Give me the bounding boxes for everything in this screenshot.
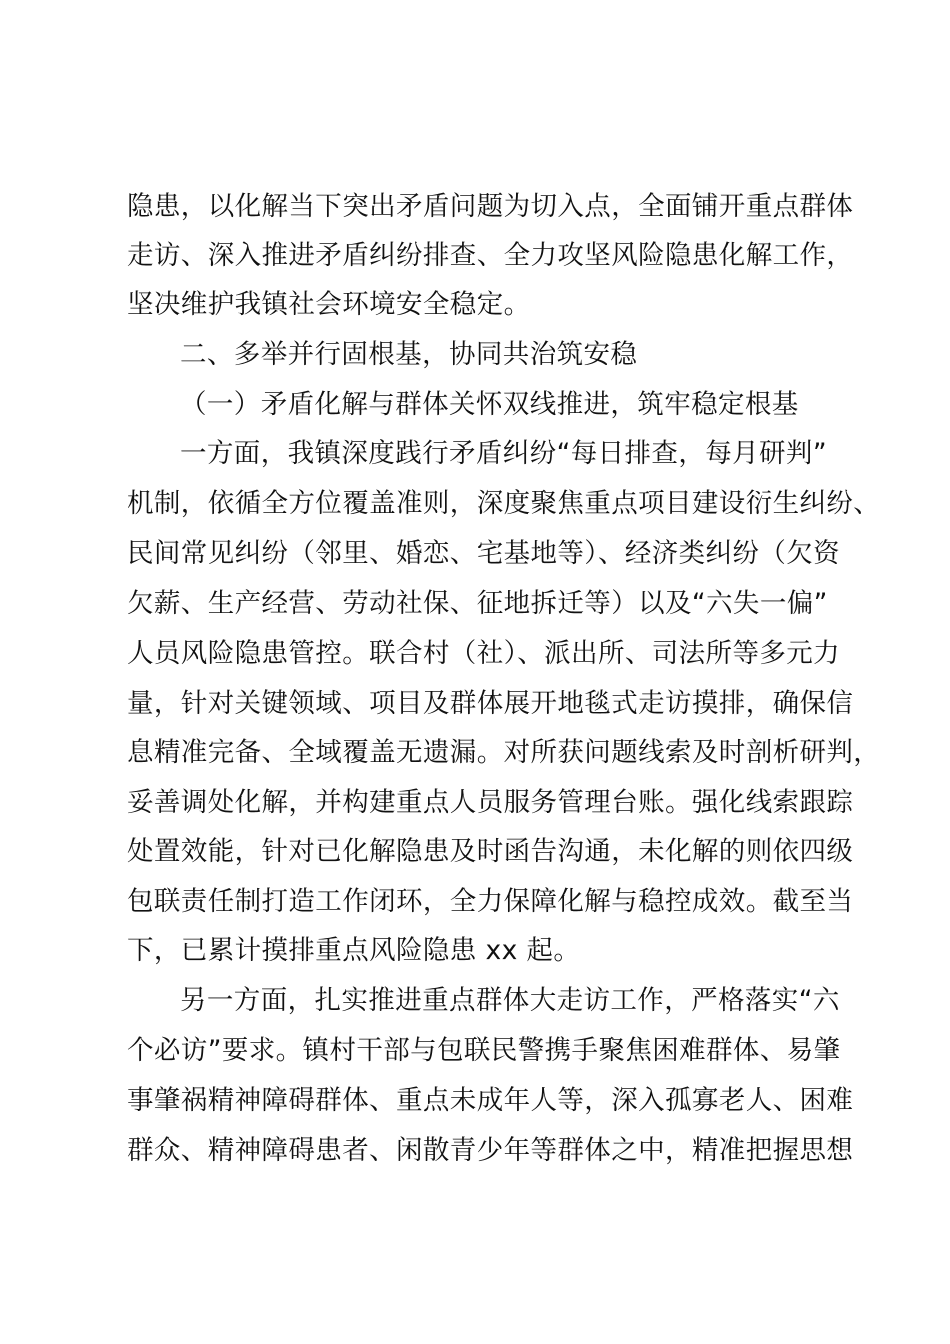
paragraph-line: 走访、深入推进矛盾纠纷排查、全力攻坚风险隐患化解工作， bbox=[127, 240, 854, 271]
paragraph-line: 一方面，我镇深度践行矛盾纠纷“每日排查，每月研判” bbox=[180, 438, 827, 469]
paragraph-line: 欠薪、生产经营、劳动社保、征地拆迁等）以及“六失一偏” bbox=[127, 588, 828, 619]
paragraph-line: 处置效能，针对已化解隐患及时函告沟通，未化解的则依四级 bbox=[127, 836, 854, 867]
paragraph-line: 量，针对关键领域、项目及群体展开地毯式走访摸排，确保信 bbox=[127, 688, 854, 719]
paragraph-line: 事肇祸精神障碍群体、重点未成年人等，深入孤寡老人、困难 bbox=[127, 1085, 854, 1116]
subsection-heading: （一）矛盾化解与群体关怀双线推进，筑牢稳定根基 bbox=[180, 389, 799, 420]
paragraph-line: 息精准完备、全域覆盖无遗漏。对所获问题线索及时剖析研判， bbox=[127, 737, 881, 768]
paragraph-line: 群众、精神障碍患者、闲散青少年等群体之中，精准把握思想 bbox=[127, 1135, 854, 1166]
paragraph-line: 民间常见纠纷（邻里、婚恋、宅基地等）、经济类纠纷（欠资 bbox=[127, 538, 841, 569]
paragraph-line: 下，已累计摸排重点风险隐患 xx 起。 bbox=[127, 935, 581, 966]
paragraph-line: 个必访”要求。镇村干部与包联民警携手聚焦困难群体、易肇 bbox=[127, 1035, 841, 1066]
paragraph-line: 妥善调处化解，并构建重点人员服务管理台账。强化线索跟踪 bbox=[127, 787, 854, 818]
paragraph-line: 坚决维护我镇社会环境安全稳定。 bbox=[127, 289, 531, 320]
section-heading: 二、多举并行固根基，协同共治筑安稳 bbox=[180, 339, 638, 370]
paragraph-line: 包联责任制打造工作闭环，全力保障化解与稳控成效。截至当 bbox=[127, 886, 854, 917]
paragraph-line: 机制，依循全方位覆盖准则，深度聚焦重点项目建设衍生纠纷、 bbox=[127, 488, 881, 519]
paragraph-line: 人员风险隐患管控。联合村（社）、派出所、司法所等多元力 bbox=[127, 638, 841, 669]
paragraph-line: 隐患，以化解当下突出矛盾问题为切入点，全面铺开重点群体 bbox=[127, 191, 854, 222]
paragraph-line: 另一方面，扎实推进重点群体大走访工作，严格落实“六 bbox=[180, 985, 840, 1016]
